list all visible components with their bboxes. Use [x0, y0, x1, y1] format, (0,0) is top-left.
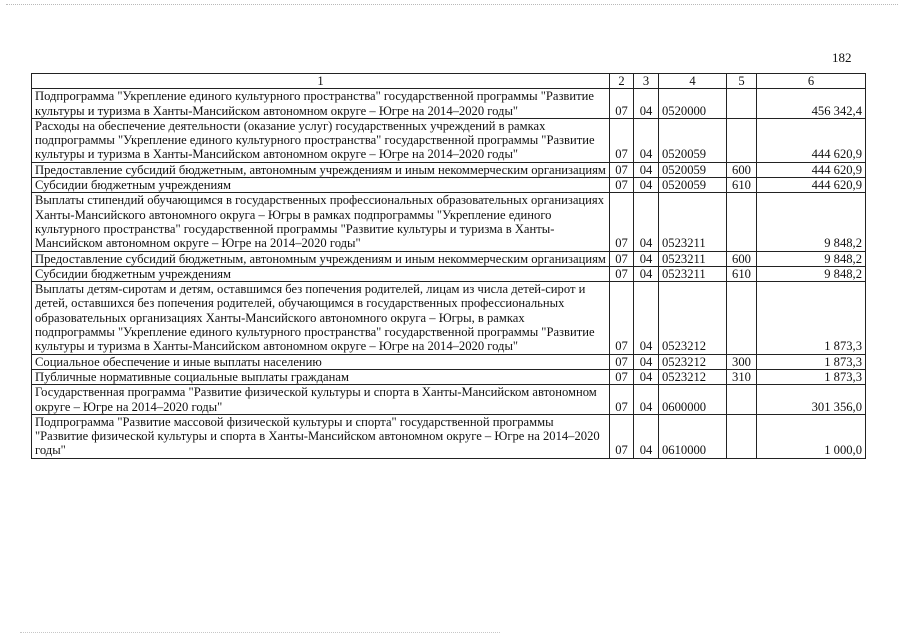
row-amount: 444 620,9: [757, 178, 866, 193]
row-target-code: 0610000: [659, 414, 727, 458]
col-header-expense-type: 5: [727, 74, 757, 89]
row-name: Субсидии бюджетным учреждениям: [32, 178, 610, 193]
row-expense-type: 610: [727, 266, 757, 281]
row-amount: 1 873,3: [757, 369, 866, 384]
row-target-code: 0523212: [659, 354, 727, 369]
row-section: 07: [610, 118, 634, 162]
row-amount: 1 000,0: [757, 414, 866, 458]
table-row: [32, 89, 866, 119]
row-subsection: 04: [634, 369, 659, 384]
scan-edge-bottom: [20, 632, 500, 633]
row-target-code: 0523211: [659, 266, 727, 281]
row-section: 07: [610, 369, 634, 384]
row-expense-type: [727, 89, 757, 119]
row-section: 07: [610, 266, 634, 281]
row-target-code: 0520059: [659, 162, 727, 177]
row-target-code: 0523212: [659, 282, 727, 354]
row-expense-type: 300: [727, 354, 757, 369]
row-subsection: 04: [634, 354, 659, 369]
row-amount: 444 620,9: [757, 162, 866, 177]
row-expense-type: [727, 385, 757, 415]
table-row: [32, 266, 866, 281]
row-name: Выплаты стипендий обучающимся в государственных профессиональных образовательных организациях Ханты-Мансийского автономного округа – Югры в рамках подпрограммы "Укрепление единого культурного пространства" государственной программы "Развитие культуры и туризма в Ханты-Мансийском автономном округе – Югре на 2014–2020 годы": [32, 193, 610, 251]
row-amount: 9 848,2: [757, 251, 866, 266]
row-amount: 1 873,3: [757, 282, 866, 354]
row-section: 07: [610, 282, 634, 354]
row-expense-type: 600: [727, 251, 757, 266]
table-row: [32, 354, 866, 369]
col-header-name: 1: [32, 74, 610, 89]
table-row: [32, 118, 866, 162]
row-target-code: 0523212: [659, 369, 727, 384]
row-amount: 1 873,3: [757, 354, 866, 369]
row-subsection: 04: [634, 414, 659, 458]
row-expense-type: [727, 414, 757, 458]
col-header-amount: 6: [757, 74, 866, 89]
row-expense-type: 310: [727, 369, 757, 384]
table-row: [32, 178, 866, 193]
row-name: Предоставление субсидий бюджетным, автономным учреждениям и иным некоммерческим организациям: [32, 162, 610, 177]
row-section: 07: [610, 89, 634, 119]
row-subsection: 04: [634, 193, 659, 251]
table-row: [32, 282, 866, 354]
row-target-code: 0600000: [659, 385, 727, 415]
row-name: Выплаты детям-сиротам и детям, оставшимся без попечения родителей, лицам из числа детей-сирот и детей, оставшихся без попечения родителей, обучающимся в государственных профессиональных образовательных организациях Ханты-Мансийского автономного округа – Югры, в рамках подпрограммы "Укрепление единого культурного пространства" государственной программы "Развитие культуры и туризма в Ханты-Мансийском автономном округе – Югре на 2014–2020 годы": [32, 282, 610, 354]
row-amount: 456 342,4: [757, 89, 866, 119]
row-name: Социальное обеспечение и иные выплаты населению: [32, 354, 610, 369]
row-expense-type: 610: [727, 178, 757, 193]
row-amount: 301 356,0: [757, 385, 866, 415]
row-expense-type: [727, 118, 757, 162]
row-subsection: 04: [634, 118, 659, 162]
row-name: Подпрограмма "Укрепление единого культурного пространства" государственной программы "Развитие культуры и туризма в Ханты-Мансийском автономном округе – Югре на 2014–2020 годы": [32, 89, 610, 119]
scan-edge-top: [6, 4, 898, 5]
col-header-target-code: 4: [659, 74, 727, 89]
row-amount: 9 848,2: [757, 266, 866, 281]
row-section: 07: [610, 193, 634, 251]
budget-table: [31, 73, 866, 459]
row-subsection: 04: [634, 178, 659, 193]
row-target-code: 0520000: [659, 89, 727, 119]
row-subsection: 04: [634, 282, 659, 354]
page-number: 182: [832, 50, 852, 65]
row-section: 07: [610, 251, 634, 266]
row-name: Расходы на обеспечение деятельности (оказание услуг) государственных учреждений в рамках подпрограммы "Укрепление единого культурного пространства" государственной программы "Развитие культуры и туризма в Ханты-Мансийском автономном округе – Югре на 2014–2020 годы": [32, 118, 610, 162]
table-row: [32, 414, 866, 458]
row-subsection: 04: [634, 251, 659, 266]
table-row: [32, 251, 866, 266]
row-section: 07: [610, 162, 634, 177]
row-expense-type: [727, 193, 757, 251]
table-row: [32, 369, 866, 384]
row-name: Предоставление субсидий бюджетным, автономным учреждениям и иным некоммерческим организациям: [32, 251, 610, 266]
row-expense-type: [727, 282, 757, 354]
row-name: Субсидии бюджетным учреждениям: [32, 266, 610, 281]
col-header-section: 2: [610, 74, 634, 89]
row-amount: 9 848,2: [757, 193, 866, 251]
table-row: [32, 385, 866, 415]
row-target-code: 0520059: [659, 118, 727, 162]
row-section: 07: [610, 178, 634, 193]
row-section: 07: [610, 414, 634, 458]
row-target-code: 0523211: [659, 193, 727, 251]
row-name: Публичные нормативные социальные выплаты гражданам: [32, 369, 610, 384]
row-target-code: 0523211: [659, 251, 727, 266]
row-name: Государственная программа "Развитие физической культуры и спорта в Ханты-Мансийском автономном округе – Югре на 2014–2020 годы": [32, 385, 610, 415]
row-expense-type: 600: [727, 162, 757, 177]
row-amount: 444 620,9: [757, 118, 866, 162]
row-section: 07: [610, 354, 634, 369]
row-subsection: 04: [634, 266, 659, 281]
table-row: [32, 162, 866, 177]
row-section: 07: [610, 385, 634, 415]
table-header-row: [32, 74, 866, 89]
row-name: Подпрограмма "Развитие массовой физической культуры и спорта" государственной программы "Развитие физической культуры и спорта в Ханты-Мансийском автономном округе – Югре на 2014–2020 годы": [32, 414, 610, 458]
col-header-subsection: 3: [634, 74, 659, 89]
table-row: [32, 193, 866, 251]
row-target-code: 0520059: [659, 178, 727, 193]
row-subsection: 04: [634, 385, 659, 415]
row-subsection: 04: [634, 162, 659, 177]
row-subsection: 04: [634, 89, 659, 119]
